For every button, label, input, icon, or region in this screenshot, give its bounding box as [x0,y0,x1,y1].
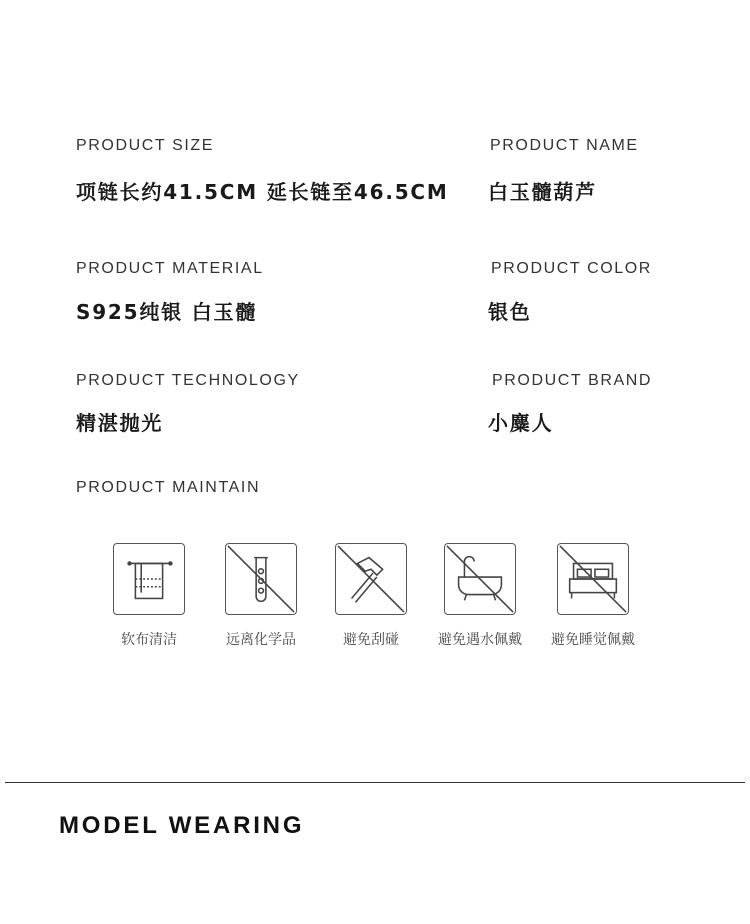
care-caption: 远离化学品 [226,632,296,648]
test-tube-prohibited-icon [225,543,297,615]
product-size-value: 项链长约41.5CM 延长链至46.5CM [76,180,449,204]
bed-prohibited-icon [557,543,629,615]
hammer-prohibited-icon [335,543,407,615]
care-item-chemicals [206,543,316,649]
care-caption: 避免睡觉佩戴 [551,632,635,648]
care-caption: 避免遇水佩戴 [438,632,522,648]
care-item-water [425,543,535,649]
model-wearing-title: MODEL WEARING [59,812,305,839]
bathtub-prohibited-icon [444,543,516,615]
product-technology-label: PRODUCT TECHNOLOGY [76,372,300,389]
product-color-label: PRODUCT COLOR [491,260,652,277]
product-maintain-label: PRODUCT MAINTAIN [76,479,261,496]
product-brand-value: 小麋人 [488,411,554,435]
product-material-value: S925纯银 白玉髓 [76,300,258,324]
care-item-soft-cloth [94,543,204,649]
product-brand-label: PRODUCT BRAND [492,372,653,389]
product-name-value: 白玉髓葫芦 [488,180,597,204]
care-item-scratch [316,543,426,649]
section-divider [5,782,745,783]
product-material-label: PRODUCT MATERIAL [76,260,264,277]
towel-icon [113,543,185,615]
product-technology-value: 精湛抛光 [76,411,164,435]
care-caption: 软布清洁 [121,632,177,648]
care-caption: 避免刮碰 [343,632,399,648]
product-color-value: 银色 [488,300,532,324]
product-size-label: PRODUCT SIZE [76,137,215,154]
care-item-sleep [538,543,648,649]
product-name-label: PRODUCT NAME [490,137,639,154]
